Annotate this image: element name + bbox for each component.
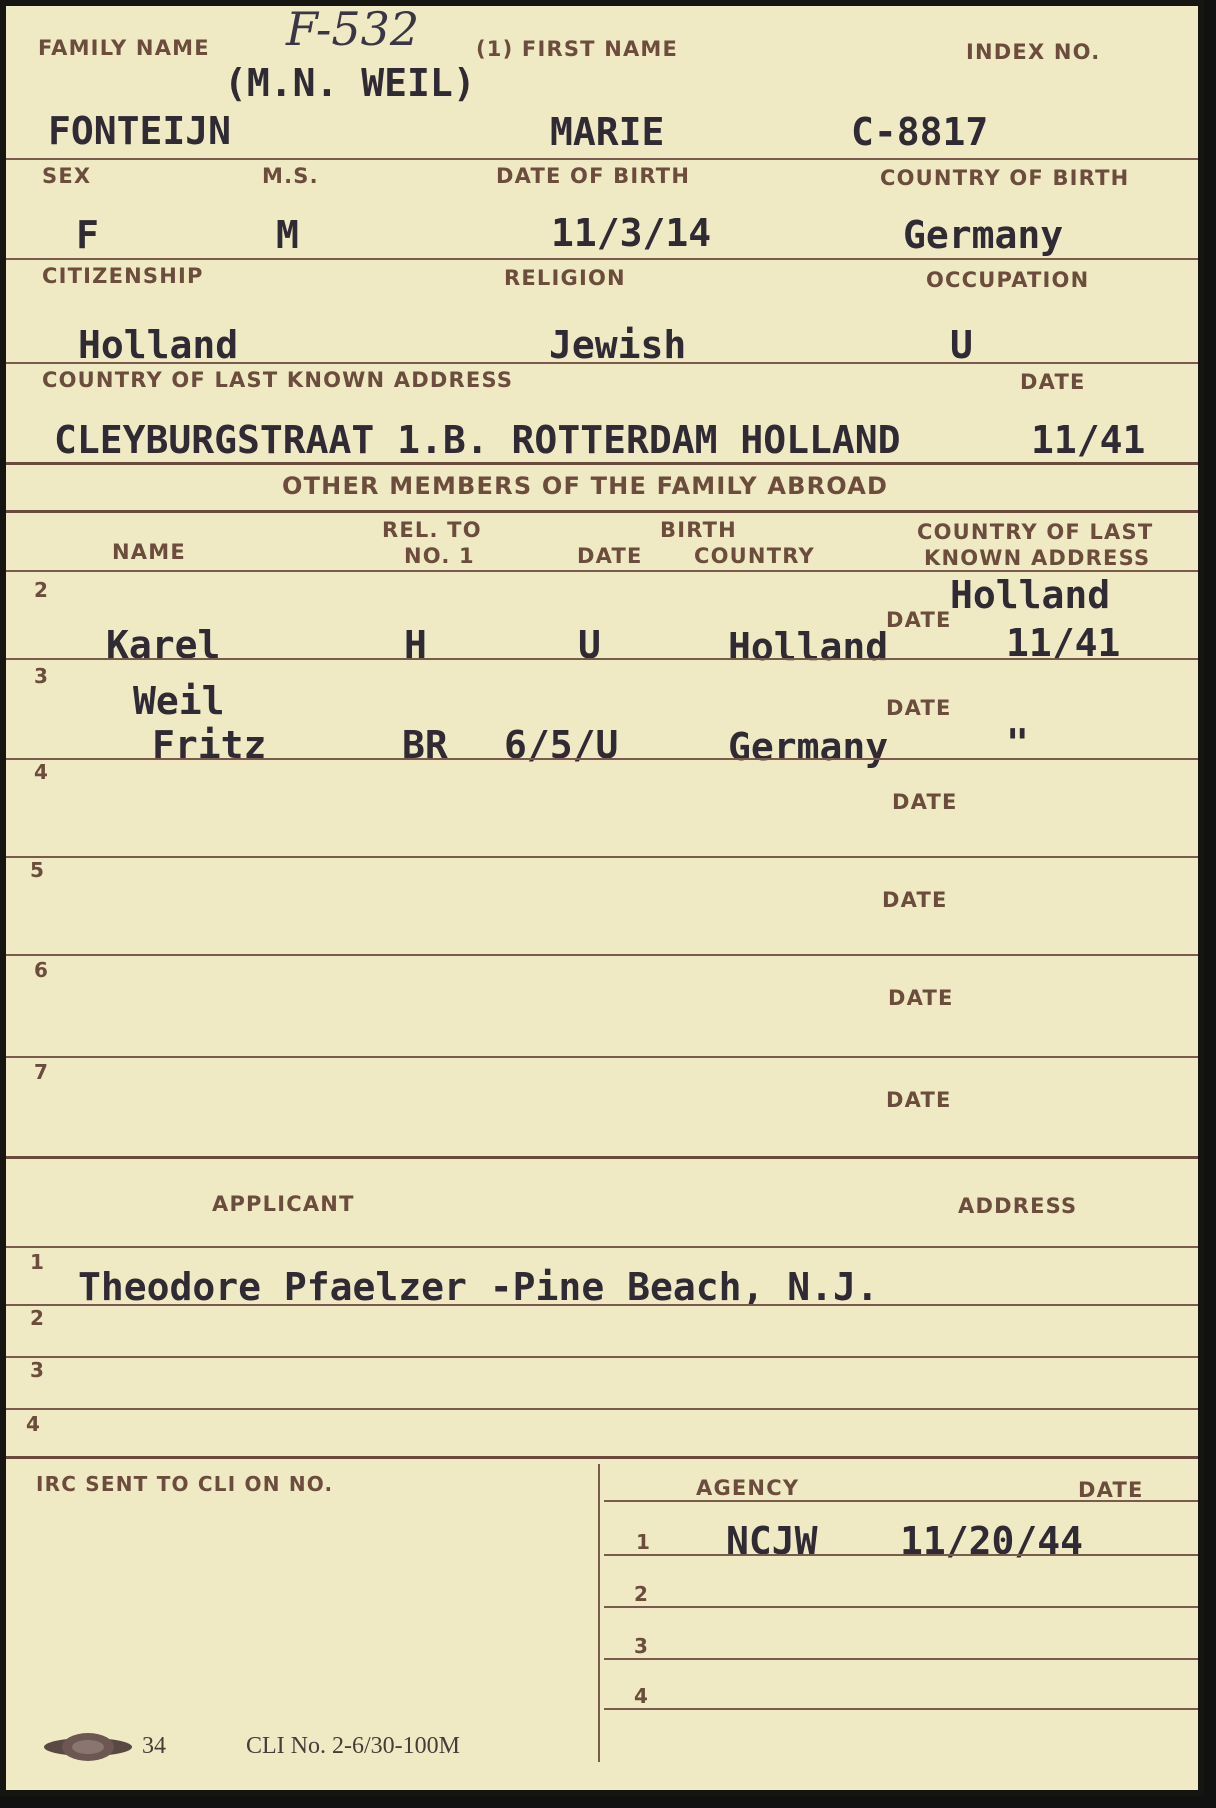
member-date-label: DATE xyxy=(886,1088,952,1112)
divider xyxy=(6,1456,1198,1459)
divider xyxy=(6,158,1198,160)
member-birth-date: 6/5/U xyxy=(504,723,619,767)
divider xyxy=(6,1304,1198,1306)
religion-value: Jewish xyxy=(549,323,687,367)
col-last-country-header-2: KNOWN ADDRESS xyxy=(924,546,1151,570)
address-label: ADDRESS xyxy=(958,1194,1078,1218)
ms-label: M.S. xyxy=(262,164,319,188)
other-members-heading: OTHER MEMBERS OF THE FAMILY ABROAD xyxy=(282,472,889,500)
country-last-address-label: COUNTRY OF LAST KNOWN ADDRESS xyxy=(42,368,514,392)
col-last-country-header: COUNTRY OF LAST xyxy=(917,520,1154,544)
divider xyxy=(6,1246,1198,1248)
col-rel-header: REL. TO xyxy=(382,518,482,542)
date-of-birth-value: 11/3/14 xyxy=(551,211,712,255)
member-date-label: DATE xyxy=(886,696,952,720)
first-name-label: (1) FIRST NAME xyxy=(476,37,679,61)
religion-label: RELIGION xyxy=(504,266,626,290)
member-row-number: 5 xyxy=(30,858,44,882)
marital-status-value: M xyxy=(276,213,299,257)
divider xyxy=(604,1500,1198,1502)
divider xyxy=(6,570,1198,572)
member-date-label: DATE xyxy=(892,790,958,814)
divider xyxy=(6,1156,1198,1159)
agency-row-number: 1 xyxy=(636,1530,650,1554)
agency-value: NCJW xyxy=(726,1519,818,1563)
member-name: Fritz xyxy=(152,723,267,767)
last-address-date-value: 11/41 xyxy=(1031,418,1146,462)
member-relation: H xyxy=(404,623,427,667)
member-name-line1: Weil xyxy=(133,679,225,723)
family-name-label: FAMILY NAME xyxy=(38,36,210,60)
member-last-country: " xyxy=(1006,721,1029,765)
member-last-country: Holland xyxy=(950,573,1111,617)
member-date: 11/41 xyxy=(1006,621,1121,665)
col-rel-header-2: NO. 1 xyxy=(404,544,475,568)
divider xyxy=(6,954,1198,956)
divider xyxy=(6,510,1198,513)
occupation-value: U xyxy=(950,323,973,367)
divider xyxy=(6,1408,1198,1410)
divider xyxy=(6,658,1198,660)
applicant-row-number: 4 xyxy=(26,1412,40,1436)
agency-row-number: 4 xyxy=(634,1684,648,1708)
col-name-header: NAME xyxy=(112,540,186,564)
maiden-name-value: (M.N. WEIL) xyxy=(224,61,476,105)
family-name-value: FONTEIJN xyxy=(48,109,232,153)
agency-row-number: 3 xyxy=(634,1634,648,1658)
first-name-value: MARIE xyxy=(550,110,665,154)
last-address-date-label: DATE xyxy=(1020,370,1086,394)
agency-date-value: 11/20/44 xyxy=(900,1519,1084,1563)
applicant-value: Theodore Pfaelzer -Pine Beach, N.J. xyxy=(78,1265,879,1309)
citizenship-value: Holland xyxy=(78,323,239,367)
member-date-label: DATE xyxy=(882,888,948,912)
agency-row-number: 2 xyxy=(634,1582,648,1606)
file-reference-handwritten: F-532 xyxy=(286,2,420,56)
col-birth-header: BIRTH xyxy=(660,518,737,542)
member-birth-date: U xyxy=(578,623,601,667)
divider xyxy=(6,258,1198,260)
divider xyxy=(6,362,1198,364)
applicant-row-number: 3 xyxy=(30,1358,44,1382)
sex-value: F xyxy=(76,213,99,257)
irc-sent-label: IRC SENT TO CLI ON NO. xyxy=(36,1472,334,1496)
col-birth-country-header: COUNTRY xyxy=(694,544,815,568)
citizenship-label: CITIZENSHIP xyxy=(42,264,204,288)
section-divider xyxy=(598,1464,600,1762)
member-date-label: DATE xyxy=(886,608,952,632)
sex-label: SEX xyxy=(42,164,92,188)
divider xyxy=(6,758,1198,760)
union-label-bug-icon xyxy=(42,1730,134,1764)
applicant-row-number: 2 xyxy=(30,1306,44,1330)
member-row-number: 4 xyxy=(34,760,48,784)
occupation-label: OCCUPATION xyxy=(926,268,1090,292)
col-birth-date-header: DATE xyxy=(577,544,643,568)
divider xyxy=(604,1708,1198,1710)
member-row-number: 2 xyxy=(34,578,48,602)
divider xyxy=(604,1606,1198,1608)
member-date-label: DATE xyxy=(888,986,954,1010)
divider xyxy=(6,856,1198,858)
country-of-birth-value: Germany xyxy=(903,213,1064,257)
divider xyxy=(6,1356,1198,1358)
member-birth-country: Germany xyxy=(728,725,889,769)
member-birth-country: Holland xyxy=(728,625,889,669)
divider xyxy=(6,462,1198,465)
agency-label: AGENCY xyxy=(696,1476,800,1500)
member-name: Karel xyxy=(106,623,221,667)
divider xyxy=(604,1658,1198,1660)
form-number: 34 xyxy=(142,1733,166,1759)
member-row-number: 6 xyxy=(34,958,48,982)
index-no-value: C-8817 xyxy=(851,110,989,154)
member-row-number: 7 xyxy=(34,1060,48,1084)
agency-date-label: DATE xyxy=(1078,1478,1144,1502)
applicant-label: APPLICANT xyxy=(212,1192,355,1216)
country-of-birth-label: COUNTRY OF BIRTH xyxy=(880,166,1130,190)
cli-number: CLI No. 2-6/30-100M xyxy=(246,1733,460,1759)
divider xyxy=(604,1554,1198,1556)
divider xyxy=(6,1056,1198,1058)
last-address-value: CLEYBURGSTRAAT 1.B. ROTTERDAM HOLLAND xyxy=(54,418,901,462)
member-relation: BR xyxy=(402,723,448,767)
applicant-row-number: 1 xyxy=(30,1250,44,1274)
member-row-number: 3 xyxy=(34,664,48,688)
date-of-birth-label: DATE OF BIRTH xyxy=(496,164,691,188)
index-no-label: INDEX NO. xyxy=(966,40,1101,64)
